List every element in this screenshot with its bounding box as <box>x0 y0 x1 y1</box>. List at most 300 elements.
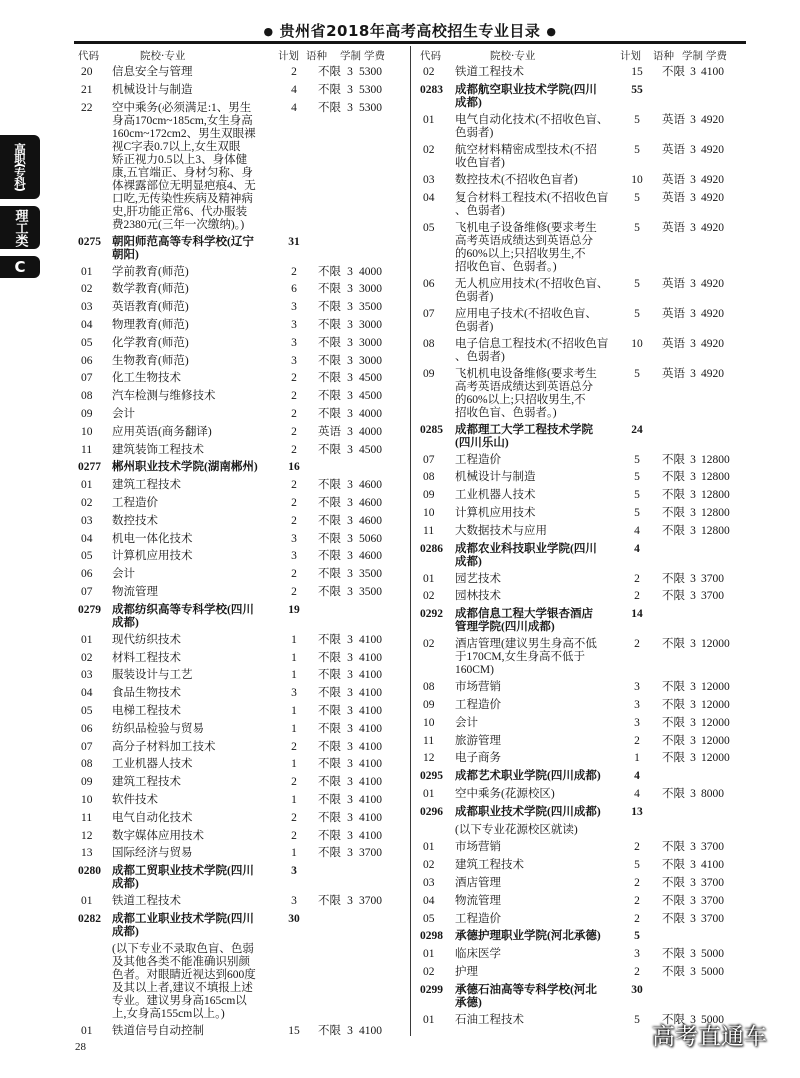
major-row <box>78 281 400 299</box>
plan-count: 3 <box>634 716 640 729</box>
tuition-fee: 3700 <box>701 572 724 585</box>
study-years: 3 <box>347 390 353 403</box>
tuition-fee: 4600 <box>359 550 382 563</box>
study-years: 3 <box>690 841 696 854</box>
language-requirement: 不限 <box>318 585 341 598</box>
major-code: 05 <box>423 912 435 925</box>
study-years: 3 <box>347 1024 353 1037</box>
plan-count: 3 <box>291 895 297 908</box>
major-code: 01 <box>81 895 93 908</box>
plan-count: 15 <box>288 1024 300 1037</box>
plan-count: 3 <box>291 318 297 331</box>
plan-count: 4 <box>634 787 640 800</box>
major-code: 04 <box>423 191 435 204</box>
school-plan-count: 30 <box>631 983 643 996</box>
language-requirement: 不限 <box>318 895 341 908</box>
plan-count: 3 <box>291 354 297 367</box>
major-row <box>78 650 400 668</box>
school-row <box>420 82 742 112</box>
major-code: 04 <box>81 687 93 700</box>
tuition-fee: 5300 <box>359 101 382 114</box>
major-row <box>78 548 400 566</box>
major-name: 数控技术 <box>112 514 158 527</box>
tuition-fee: 12000 <box>701 638 730 651</box>
major-name: 电梯工程技术 <box>112 704 181 717</box>
major-name: 临床医学 <box>455 948 501 961</box>
tuition-fee: 5000 <box>701 948 724 961</box>
major-row <box>420 750 742 768</box>
language-requirement: 不限 <box>318 793 341 806</box>
school-code: 0286 <box>420 542 443 555</box>
major-name: 化学教育(师范) <box>112 336 189 349</box>
plan-count: 4 <box>634 524 640 537</box>
study-years: 3 <box>347 776 353 789</box>
study-years: 3 <box>690 912 696 925</box>
plan-count: 5 <box>634 191 640 204</box>
page-number: 28 <box>75 1041 86 1053</box>
tuition-fee: 4100 <box>359 793 382 806</box>
tuition-fee: 4920 <box>701 221 724 234</box>
tuition-fee: 12800 <box>701 524 730 537</box>
major-name: 数控技术(不招收色盲者) <box>455 173 578 186</box>
language-requirement: 不限 <box>662 948 685 961</box>
language-requirement: 不限 <box>662 894 685 907</box>
study-years: 3 <box>690 221 696 234</box>
plan-count: 1 <box>291 722 297 735</box>
major-code: 13 <box>81 847 93 860</box>
major-name: 工业机器人技术 <box>455 489 536 502</box>
major-code: 06 <box>81 568 93 581</box>
title-rule <box>74 41 746 44</box>
major-name: 市场营销 <box>455 681 501 694</box>
major-code: 01 <box>423 572 435 585</box>
language-requirement: 不限 <box>318 390 341 403</box>
study-years: 3 <box>690 894 696 907</box>
major-row <box>78 531 400 549</box>
language-requirement: 英语 <box>662 307 685 320</box>
school-row <box>78 911 400 941</box>
major-code: 02 <box>423 590 435 603</box>
major-row <box>420 697 742 715</box>
study-years: 3 <box>347 740 353 753</box>
language-requirement: 不限 <box>662 572 685 585</box>
language-requirement: 英语 <box>662 143 685 156</box>
major-row <box>78 893 400 911</box>
study-years: 3 <box>690 307 696 320</box>
major-name: 园艺技术 <box>455 572 501 585</box>
major-code: 01 <box>423 113 435 126</box>
major-row <box>420 715 742 733</box>
plan-count: 3 <box>291 532 297 545</box>
school-row <box>78 863 400 893</box>
tuition-fee: 4920 <box>701 143 724 156</box>
major-row <box>420 679 742 697</box>
header-school-major: 院校·专业 <box>140 50 186 62</box>
major-name: 空中乘务(花源校区) <box>455 787 555 800</box>
language-requirement: 不限 <box>662 489 685 502</box>
plan-count: 1 <box>291 633 297 646</box>
major-code: 01 <box>423 841 435 854</box>
major-row <box>78 584 400 602</box>
major-name: 飞机机电设备维修(要求考生 高考英语成绩达到英语总分 的60%以上;只招收男生,不 招收色盲、色弱者。) <box>455 367 597 419</box>
study-years: 3 <box>690 489 696 502</box>
tuition-fee: 3500 <box>359 301 382 314</box>
major-name: 物理教育(师范) <box>112 318 189 331</box>
header-code: 代码 <box>420 50 441 62</box>
study-years: 3 <box>347 704 353 717</box>
plan-count: 2 <box>291 568 297 581</box>
school-name: 承德护理职业学院(河北承德) <box>455 930 601 943</box>
major-code: 08 <box>423 681 435 694</box>
title-text: 贵州省2018年高考高校招生专业目录 <box>279 22 541 40</box>
school-code: 0298 <box>420 930 443 943</box>
school-name: 成都工贸职业技术学院(四川 成都) <box>112 865 254 891</box>
school-row <box>420 982 742 1012</box>
tuition-fee: 4920 <box>701 173 724 186</box>
study-years: 3 <box>690 752 696 765</box>
plan-count: 3 <box>634 681 640 694</box>
major-code: 07 <box>423 453 435 466</box>
language-requirement: 不限 <box>318 479 341 492</box>
side-tab-section-label: C <box>14 258 26 276</box>
major-name: 机械设计与制造 <box>455 471 536 484</box>
study-years: 3 <box>690 716 696 729</box>
major-name: 工程造价 <box>455 698 501 711</box>
school-plan-count: 30 <box>288 912 300 925</box>
tuition-fee: 4100 <box>359 740 382 753</box>
major-row <box>420 487 742 505</box>
major-name: 物流管理 <box>112 585 158 598</box>
language-requirement: 不限 <box>318 301 341 314</box>
major-row <box>78 1023 400 1041</box>
study-years: 3 <box>347 568 353 581</box>
school-code: 0283 <box>420 83 443 96</box>
tuition-fee: 12000 <box>701 698 730 711</box>
tuition-fee: 4920 <box>701 113 724 126</box>
major-code: 06 <box>81 354 93 367</box>
language-requirement: 不限 <box>662 698 685 711</box>
plan-count: 1 <box>291 651 297 664</box>
major-name: 生物教育(师范) <box>112 354 189 367</box>
plan-count: 4 <box>291 83 297 96</box>
major-code: 07 <box>81 585 93 598</box>
plan-count: 3 <box>291 550 297 563</box>
language-requirement: 英语 <box>662 337 685 350</box>
tuition-fee: 4920 <box>701 367 724 380</box>
school-code: 0275 <box>78 235 101 248</box>
tuition-fee: 4600 <box>359 479 382 492</box>
major-row <box>78 792 400 810</box>
language-requirement: 不限 <box>662 638 685 651</box>
language-requirement: 英语 <box>662 277 685 290</box>
major-name: 应用电子技术(不招收色盲、 色弱者) <box>455 307 597 333</box>
major-row <box>78 370 400 388</box>
major-code: 09 <box>423 698 435 711</box>
plan-count: 2 <box>291 407 297 420</box>
header-fee: 学费 <box>706 50 727 62</box>
plan-count: 1 <box>634 752 640 765</box>
plan-count: 5 <box>634 367 640 380</box>
tuition-fee: 4100 <box>359 776 382 789</box>
plan-count: 1 <box>291 847 297 860</box>
major-code: 10 <box>423 506 435 519</box>
major-row <box>420 911 742 929</box>
major-row <box>420 839 742 857</box>
major-code: 03 <box>81 514 93 527</box>
major-code: 11 <box>81 811 93 824</box>
tuition-fee: 3700 <box>359 895 382 908</box>
tuition-fee: 12800 <box>701 489 730 502</box>
school-name: 成都理工大学工程技术学院 (四川乐山) <box>455 423 593 449</box>
major-row <box>420 571 742 589</box>
major-row <box>78 477 400 495</box>
plan-count: 3 <box>291 687 297 700</box>
major-row <box>420 452 742 470</box>
study-years: 3 <box>347 479 353 492</box>
major-row <box>78 317 400 335</box>
major-row <box>420 366 742 422</box>
language-requirement: 不限 <box>662 876 685 889</box>
plan-count: 2 <box>291 66 297 78</box>
tuition-fee: 4100 <box>359 651 382 664</box>
header-language: 语种 <box>653 50 674 62</box>
language-requirement: 不限 <box>662 841 685 854</box>
school-plan-count: 5 <box>634 930 640 943</box>
study-years: 3 <box>347 301 353 314</box>
major-row <box>420 505 742 523</box>
major-code: 08 <box>423 337 435 350</box>
major-row <box>420 306 742 336</box>
column-header-row <box>78 49 400 64</box>
study-years: 3 <box>347 265 353 278</box>
major-row <box>78 685 400 703</box>
tuition-fee: 12000 <box>701 681 730 694</box>
language-requirement: 英语 <box>662 191 685 204</box>
right-column <box>420 49 742 1030</box>
header-plan: 计划 <box>278 50 299 62</box>
study-years: 3 <box>690 965 696 978</box>
study-years: 3 <box>347 651 353 664</box>
plan-count: 5 <box>634 489 640 502</box>
plan-count: 5 <box>634 113 640 126</box>
major-row <box>78 810 400 828</box>
major-name: 纺织品检验与贸易 <box>112 722 204 735</box>
school-plan-count: 14 <box>631 608 643 621</box>
major-code: 10 <box>81 425 93 438</box>
study-years: 3 <box>347 354 353 367</box>
tuition-fee: 4100 <box>359 829 382 842</box>
school-row <box>78 234 400 264</box>
major-name: 会计 <box>112 568 135 581</box>
major-code: 01 <box>81 479 93 492</box>
major-code: 02 <box>81 283 93 296</box>
major-row <box>420 336 742 366</box>
study-years: 3 <box>690 113 696 126</box>
major-row <box>420 588 742 606</box>
language-requirement: 不限 <box>318 496 341 509</box>
plan-count: 1 <box>291 669 297 682</box>
major-row <box>78 667 400 685</box>
major-name: 工业机器人技术 <box>112 758 193 771</box>
plan-count: 2 <box>634 894 640 907</box>
plan-count: 5 <box>634 307 640 320</box>
tuition-fee: 12000 <box>701 716 730 729</box>
language-requirement: 不限 <box>318 740 341 753</box>
major-name: 建筑工程技术 <box>112 479 181 492</box>
major-name: 铁道工程技术 <box>112 895 181 908</box>
major-row <box>78 739 400 757</box>
plan-count: 2 <box>291 514 297 527</box>
study-years: 3 <box>347 318 353 331</box>
school-name: 成都艺术职业学院(四川成都) <box>455 770 601 783</box>
header-plan: 计划 <box>620 50 641 62</box>
language-requirement: 不限 <box>662 716 685 729</box>
study-years: 3 <box>347 669 353 682</box>
tuition-fee: 3700 <box>701 841 724 854</box>
study-years: 3 <box>347 443 353 456</box>
major-code: 11 <box>423 734 435 747</box>
plan-count: 3 <box>291 301 297 314</box>
major-code: 09 <box>81 776 93 789</box>
language-requirement: 不限 <box>318 776 341 789</box>
tuition-fee: 4920 <box>701 277 724 290</box>
major-name: 食品生物技术 <box>112 687 181 700</box>
tuition-fee: 4100 <box>359 758 382 771</box>
language-requirement: 不限 <box>318 372 341 385</box>
study-years: 3 <box>690 471 696 484</box>
major-row <box>420 786 742 804</box>
study-years: 3 <box>347 847 353 860</box>
major-name: 机械设计与制造 <box>112 83 193 96</box>
study-years: 3 <box>347 687 353 700</box>
major-row <box>78 388 400 406</box>
tuition-fee: 5000 <box>701 965 724 978</box>
language-requirement: 不限 <box>318 722 341 735</box>
plan-count: 5 <box>634 221 640 234</box>
tuition-fee: 4100 <box>359 1024 382 1037</box>
plan-count: 2 <box>291 265 297 278</box>
language-requirement: 不限 <box>318 265 341 278</box>
language-requirement: 英语 <box>662 173 685 186</box>
language-requirement: 不限 <box>662 506 685 519</box>
plan-count: 10 <box>631 337 643 350</box>
plan-count: 5 <box>634 453 640 466</box>
major-row <box>420 112 742 142</box>
major-name: 园林技术 <box>455 590 501 603</box>
major-row <box>78 495 400 513</box>
major-code: 20 <box>81 66 93 78</box>
plan-count: 2 <box>291 443 297 456</box>
major-code: 10 <box>81 793 93 806</box>
study-years: 3 <box>690 590 696 603</box>
major-row <box>420 469 742 487</box>
plan-count: 6 <box>291 283 297 296</box>
page-title <box>75 21 745 42</box>
major-name: 空中乘务(必须满足:1、男生 身高170cm~185cm,女生身高 160cm~172cm2、男生双眼裸 视C字表0.7以上,女生双眼 矫正视力0.5以上3、身体健 康,五官端正、身材匀称、身 体裸露部位无明显疤痕4、无 口吃,无传染性疾病及精神病 史,肝功能正常6、代办服装 费2380元(三年一次缴纳)。) <box>112 101 256 231</box>
side-tab-level <box>0 135 40 199</box>
major-code: 01 <box>423 787 435 800</box>
major-row <box>78 424 400 442</box>
study-years: 3 <box>690 191 696 204</box>
language-requirement: 不限 <box>662 859 685 872</box>
school-row <box>78 602 400 632</box>
major-row <box>78 299 400 317</box>
language-requirement: 不限 <box>662 524 685 537</box>
major-code: 01 <box>423 1013 435 1026</box>
language-requirement: 不限 <box>318 283 341 296</box>
plan-count: 5 <box>634 143 640 156</box>
major-row <box>78 566 400 584</box>
header-years: 学制 <box>682 50 703 62</box>
plan-count: 2 <box>634 572 640 585</box>
major-name: 会计 <box>112 407 135 420</box>
major-name: 服装设计与工艺 <box>112 669 193 682</box>
major-name: 汽车检测与维修技术 <box>112 390 216 403</box>
major-code: 06 <box>423 277 435 290</box>
major-name: 应用英语(商务翻译) <box>112 425 212 438</box>
plan-count: 1 <box>291 704 297 717</box>
language-requirement: 不限 <box>318 354 341 367</box>
plan-count: 3 <box>291 336 297 349</box>
major-code: 12 <box>81 829 93 842</box>
language-requirement: 不限 <box>318 514 341 527</box>
tuition-fee: 3700 <box>701 876 724 889</box>
school-name: 成都信息工程大学银杏酒店 管理学院(四川成都) <box>455 608 593 634</box>
language-requirement: 不限 <box>318 829 341 842</box>
language-requirement: 不限 <box>318 633 341 646</box>
side-tab-level-label: 高职(专科) <box>13 143 27 191</box>
plan-count: 2 <box>634 841 640 854</box>
language-requirement: 不限 <box>318 550 341 563</box>
major-code: 07 <box>423 307 435 320</box>
major-name: 复合材料工程技术(不招收色盲 、色弱者) <box>455 191 609 217</box>
major-code: 05 <box>81 704 93 717</box>
major-row <box>78 442 400 460</box>
major-code: 02 <box>423 638 435 651</box>
study-years: 3 <box>690 698 696 711</box>
note-row <box>78 941 400 1023</box>
major-name: 市场营销 <box>455 841 501 854</box>
plan-count: 2 <box>634 734 640 747</box>
tuition-fee: 3700 <box>701 590 724 603</box>
major-name: 酒店管理 <box>455 876 501 889</box>
language-requirement: 不限 <box>318 66 341 78</box>
major-name: 现代纺织技术 <box>112 633 181 646</box>
major-code: 04 <box>423 894 435 907</box>
school-name: 成都工业职业技术学院(四川 成都) <box>112 912 254 938</box>
major-code: 08 <box>81 758 93 771</box>
major-row <box>420 142 742 172</box>
major-row <box>78 828 400 846</box>
major-row <box>420 172 742 190</box>
major-name: 铁道信号自动控制 <box>112 1024 204 1037</box>
study-years: 3 <box>690 143 696 156</box>
watermark-text: 高考直通车 <box>652 1024 767 1050</box>
major-name: 大数据技术与应用 <box>455 524 547 537</box>
major-code: 02 <box>423 859 435 872</box>
plan-count: 2 <box>291 390 297 403</box>
major-code: 09 <box>423 367 435 380</box>
school-code: 0299 <box>420 983 443 996</box>
major-row <box>420 190 742 220</box>
school-code: 0296 <box>420 805 443 818</box>
major-name: 化工生物技术 <box>112 372 181 385</box>
side-tab-category <box>0 206 40 249</box>
tuition-fee: 4600 <box>359 496 382 509</box>
language-requirement: 不限 <box>318 568 341 581</box>
school-code: 0279 <box>78 603 101 616</box>
study-years: 3 <box>347 101 353 114</box>
